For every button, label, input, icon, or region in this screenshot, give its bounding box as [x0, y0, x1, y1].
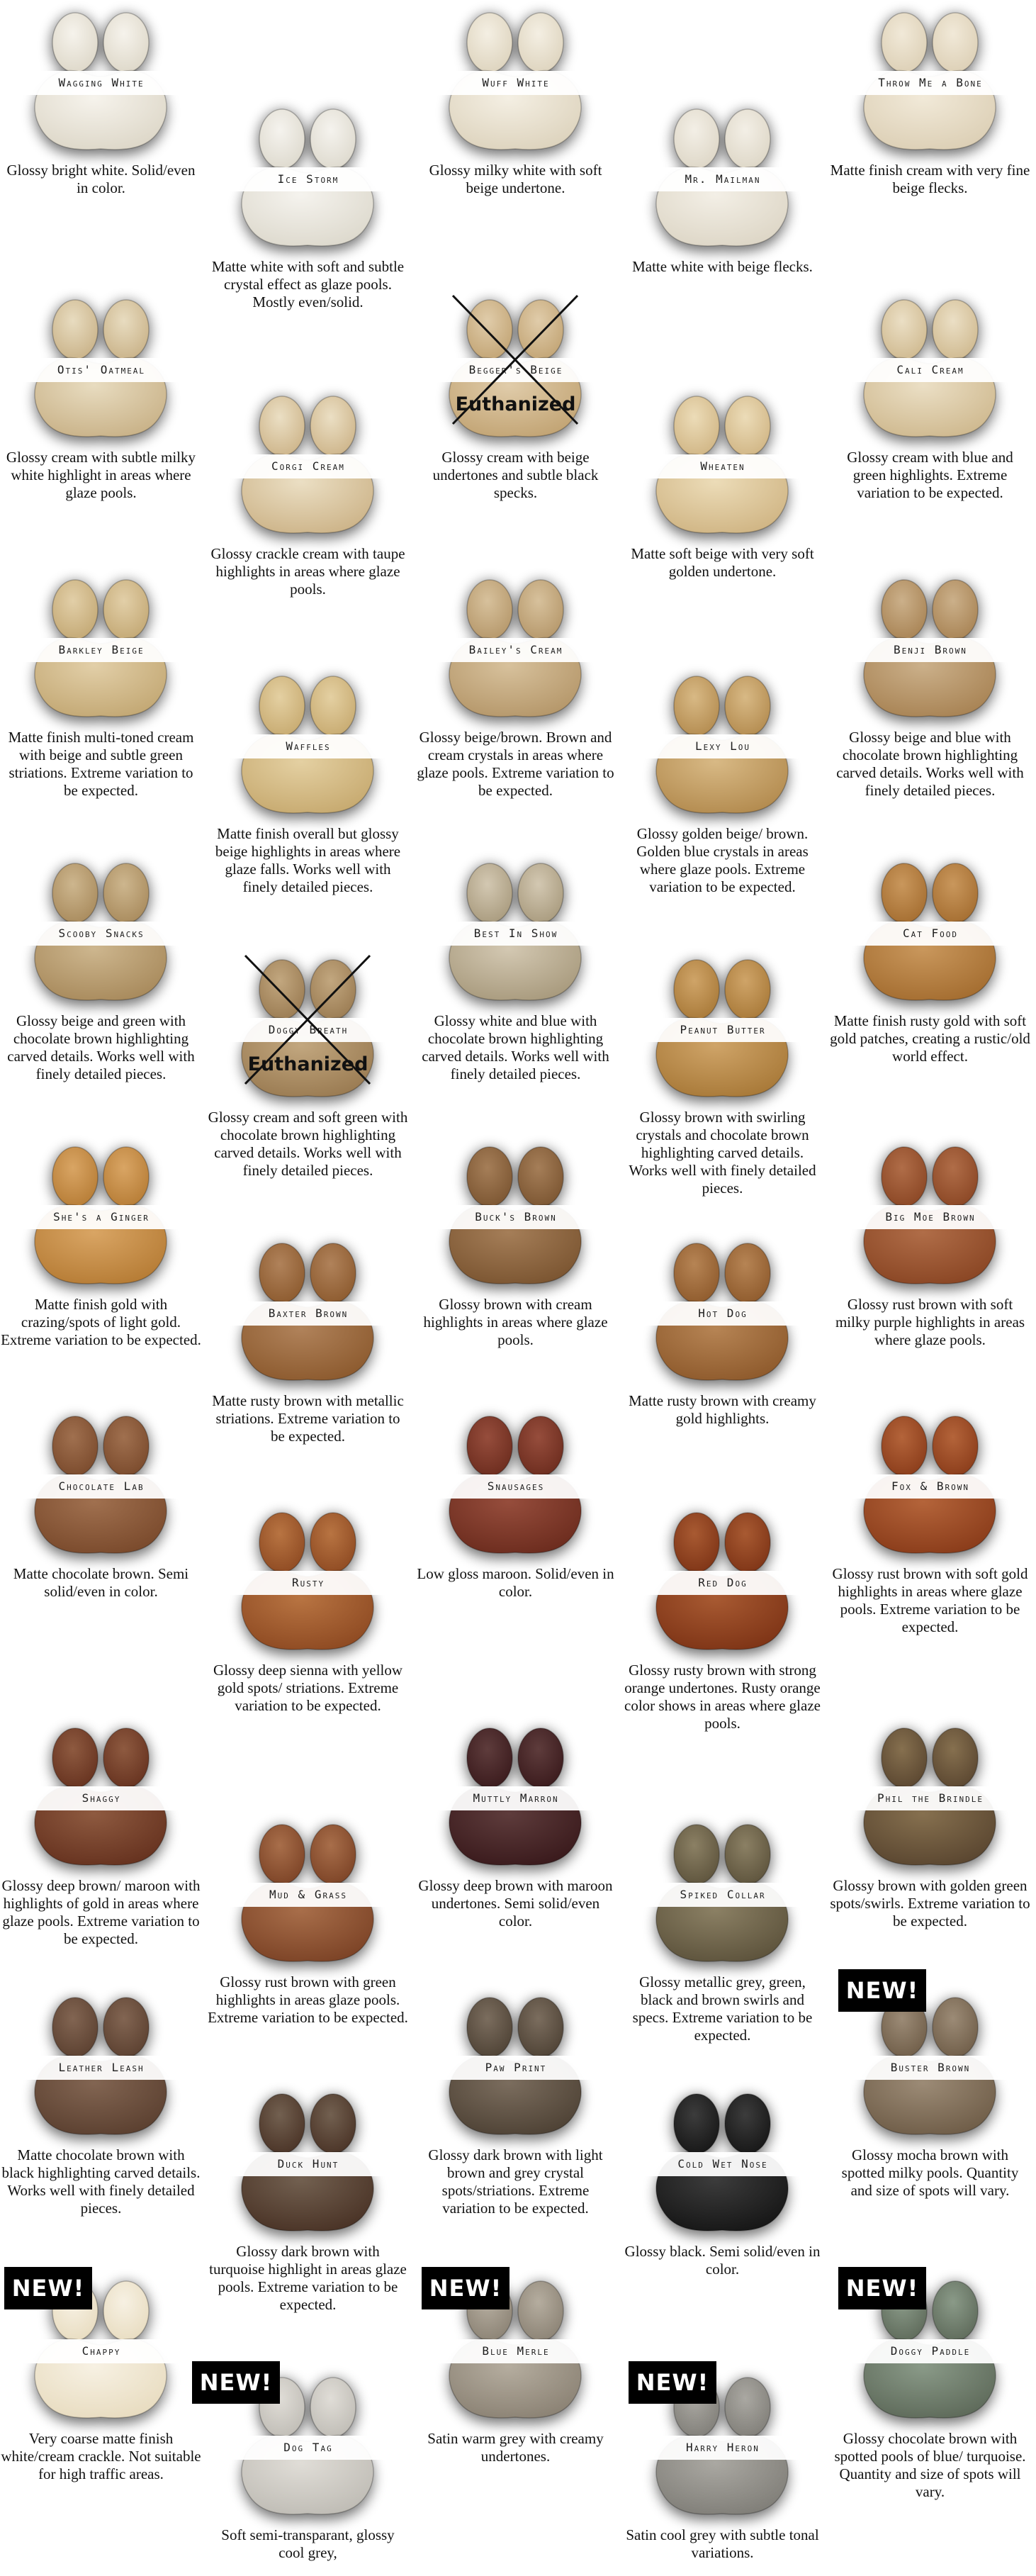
swatch-name: Cat Food [902, 926, 958, 940]
swatch-name: Muttly Marron [473, 1791, 559, 1805]
swatch-name-bar [423, 2056, 609, 2080]
swatch-description: Matte soft beige with very soft golden undertone. [631, 545, 814, 580]
swatch-name: Waffles [286, 739, 331, 753]
swatch-name-bar [215, 1301, 401, 1326]
swatch-name-bar [630, 2152, 816, 2176]
swatch-name-bar [423, 1474, 609, 1499]
swatch-name: Lexy Lou [694, 739, 750, 753]
swatch-description: Glossy white and blue with chocolate brown highlighting carved details. Works well with finely detailed pieces. [422, 1012, 609, 1082]
swatch-description: Matte chocolate brown with black highlighting carved details. Works well with finely detailed pieces. [1, 2146, 201, 2217]
swatch-name-bar [215, 1883, 401, 1907]
swatch-description: Glossy brown with swirling crystals and chocolate brown highlighting carved details. Works well with finely detailed pieces. [629, 1109, 816, 1197]
swatch-name-bar [215, 454, 401, 478]
swatch-name: Buster Brown [890, 2061, 971, 2074]
swatch-name: Scooby Snacks [58, 926, 145, 940]
swatch-name: Doggy Paddle [890, 2344, 971, 2358]
swatch-name: Harry Heron [686, 2441, 760, 2454]
swatch-description: Glossy milky white with soft beige undertone. [429, 162, 602, 196]
swatch-name: Otis' Oatmeal [57, 363, 146, 376]
swatch-name: Ice Storm [277, 172, 339, 186]
swatch-name: She's a Ginger [53, 1210, 150, 1223]
swatch-name-bar [9, 1786, 194, 1810]
swatch-name: Spiked Collar [680, 1888, 766, 1901]
swatch-description: Glossy deep brown/ maroon with highlights of gold in areas where glaze pools. Extreme variation to be expected. [1, 1877, 201, 1947]
swatch-name: Snausages [487, 1479, 545, 1493]
swatch-name-bar [9, 922, 194, 946]
swatch-name: Baxter Brown [268, 1306, 349, 1320]
swatch-name: Paw Print [485, 2061, 547, 2074]
swatch-name: Peanut Butter [680, 1023, 766, 1036]
swatch-description: Glossy rust brown with soft milky purple highlights in areas where glaze pools. [835, 1296, 1025, 1348]
swatch-name: Doggy Breath [268, 1023, 349, 1036]
swatch-name-bar [9, 2056, 194, 2080]
swatch-name: Best In Show [473, 926, 558, 940]
swatch-description: Glossy beige and green with chocolate brown highlighting carved details. Works well with finely detailed pieces. [7, 1012, 195, 1082]
euthanized-label: Euthanized [455, 393, 576, 415]
swatch-name: Throw Me a Bone [878, 76, 983, 89]
swatch-description: Matte rusty brown with creamy gold highlights. [629, 1392, 816, 1427]
swatch-description: Matte white with soft and subtle crystal effect as glaze pools. Mostly even/solid. [211, 258, 405, 310]
swatch-name-bar [838, 2339, 1023, 2363]
swatch-name-bar [9, 638, 194, 662]
swatch-name: Cali Cream [896, 363, 964, 376]
swatch-name-bar [630, 734, 816, 758]
swatch-description: Glossy golden beige/ brown. Golden blue crystals in areas where glaze pools. Extreme variation to be expected. [636, 825, 809, 895]
swatch-name: Chappy [81, 2344, 121, 2358]
swatch-description: Very coarse matte finish white/cream crackle. Not suitable for high traffic areas. [1, 2430, 201, 2482]
swatch-name-bar [630, 167, 816, 191]
swatch-name: Duck Hunt [277, 2157, 339, 2171]
swatch-description: Glossy cream with subtle milky white highlight in areas where glaze pools. [6, 449, 196, 501]
swatch-name-bar [9, 358, 194, 382]
swatch-name: Leather Leash [58, 2061, 145, 2074]
swatch-name-bar [423, 2339, 609, 2363]
swatch-description: Glossy deep brown with maroon undertones. Semi solid/even color. [418, 1877, 613, 1930]
swatch-name: Red Dog [698, 1576, 748, 1589]
swatch-name-bar [423, 638, 609, 662]
swatch-name: Chocolate Lab [58, 1479, 145, 1493]
swatch-name-bar [9, 1205, 194, 1229]
swatch-description: Matte finish multi-toned cream with beige and subtle green striations. Extreme variation to be expected. [8, 729, 194, 799]
swatch-name: Phil the Brindle [877, 1791, 984, 1805]
swatch-name-bar [838, 922, 1023, 946]
swatch-description: Glossy black. Semi solid/even in color. [624, 2243, 821, 2278]
swatch-description: Glossy brown with golden green spots/swirls. Extreme variation to be expected. [830, 1877, 1030, 1930]
swatch-name-bar [838, 1474, 1023, 1499]
swatch-name: Benji Brown [894, 643, 967, 656]
swatch-name-bar [215, 734, 401, 758]
swatch-name: Cold Wet Nose [677, 2157, 768, 2171]
swatch-description: Glossy bright white. Solid/even in color. [6, 162, 196, 196]
swatch-name-bar [9, 2339, 194, 2363]
swatch-name-bar [423, 71, 609, 95]
swatch-description: Glossy beige/brown. Brown and cream crystals in areas where glaze pools. Extreme variation to be expected. [417, 729, 614, 799]
swatch-name-bar [9, 1474, 194, 1499]
swatch-description: Glossy chocolate brown with spotted pools of blue/ turquoise. Quantity and size of spots will vary. [834, 2430, 1026, 2500]
swatch-name: Bailey's Cream [468, 643, 563, 656]
swatch-description: Glossy dark brown with turquoise highlight in areas glaze pools. Extreme variation to be expected. [209, 2243, 407, 2313]
swatch-name: Barkley Beige [58, 643, 145, 656]
swatch-name: Big Moe Brown [885, 1210, 976, 1223]
swatch-description: Glossy rusty brown with strong orange undertones. Rusty orange color shows in areas where glaze pools. [624, 1662, 821, 1732]
swatch-name-bar [215, 2152, 401, 2176]
swatch-name-bar [423, 922, 609, 946]
swatch-description: Soft semi-transparant, glossy cool grey, [221, 2526, 395, 2561]
swatch-description: Glossy rust brown with green highlights in areas glaze pools. Extreme variation to be expected. [208, 1973, 408, 2026]
swatch-name-bar [423, 1205, 609, 1229]
swatch-name-bar [838, 1205, 1023, 1229]
swatch-description: Matte rusty brown with metallic striations. Extreme variation to be expected. [212, 1392, 404, 1445]
swatch-name: Corgi Cream [271, 459, 345, 473]
swatch-description: Glossy mocha brown with spotted milky pools. Quantity and size of spots will vary. [841, 2146, 1019, 2199]
swatch-name: Mud & Grass [269, 1888, 347, 1901]
swatch-name: Fox & Brown [891, 1479, 969, 1493]
swatch-description: Glossy rust brown with soft gold highlights in areas where glaze pools. Extreme variation to be expected. [832, 1565, 1028, 1635]
new-badge: NEW! [838, 2267, 926, 2309]
new-badge: NEW! [4, 2267, 92, 2309]
swatch-name-bar [630, 1301, 816, 1326]
swatch-name: Shaggy [81, 1791, 121, 1805]
swatch-description: Glossy crackle cream with taupe highlights in areas where glaze pools. [210, 545, 405, 598]
swatch-name-bar [838, 358, 1023, 382]
new-badge: NEW! [629, 2361, 716, 2404]
swatch-name-bar [215, 2436, 401, 2460]
swatch-name: Dog Tag [283, 2441, 333, 2454]
swatch-description: Glossy dark brown with light brown and grey crystal spots/striations. Extreme variation to be expected. [428, 2146, 603, 2217]
swatch-description: Satin cool grey with subtle tonal variations. [626, 2526, 819, 2561]
swatch-name: Begger's Beige [468, 363, 563, 376]
swatch-name-bar [423, 1786, 609, 1810]
swatch-name-bar [838, 71, 1023, 95]
swatch-description: Matte chocolate brown. Semi solid/even in color. [13, 1565, 189, 1600]
swatch-description: Matte white with beige flecks. [632, 258, 813, 275]
swatch-description: Glossy cream with blue and green highlights. Extreme variation to be expected. [847, 449, 1013, 501]
swatch-name-bar [9, 71, 194, 95]
swatch-name: Hot Dog [698, 1306, 748, 1320]
swatch-name: Wagging White [58, 76, 145, 89]
swatch-description: Matte finish cream with very fine beige flecks. [830, 162, 1030, 196]
swatch-name: Wuff White [482, 76, 550, 89]
swatch-description: Glossy cream with beige undertones and subtle black specks. [432, 449, 599, 501]
euthanized-label: Euthanized [247, 1053, 368, 1075]
swatch-description: Glossy deep sienna with yellow gold spots/ striations. Extreme variation to be expected. [213, 1662, 403, 1714]
swatch-name-bar [630, 2436, 816, 2460]
swatch-name-bar [215, 167, 401, 191]
swatch-name-bar [630, 454, 816, 478]
swatch-description: Matte finish gold with crazing/spots of light gold. Extreme variation to be expected. [1, 1296, 201, 1348]
new-badge: NEW! [422, 2267, 509, 2309]
swatch-name-bar [630, 1018, 816, 1042]
swatch-name: Buck's Brown [475, 1210, 557, 1223]
swatch-description: Glossy cream and soft green with chocolate brown highlighting carved details. Works well with finely detailed pieces. [208, 1109, 408, 1179]
swatch-name-bar [838, 2056, 1023, 2080]
swatch-description: Matte finish overall but glossy beige highlights in areas where glaze falls. Works well with finely detailed pieces. [215, 825, 401, 895]
swatch-name: Blue Merle [482, 2344, 550, 2358]
swatch-name: Wheaten [700, 459, 745, 473]
swatch-name-bar [630, 1883, 816, 1907]
swatch-description: Glossy brown with cream highlights in areas where glaze pools. [423, 1296, 608, 1348]
swatch-name-bar [630, 1571, 816, 1595]
swatch-name: Mr. Mailman [685, 172, 761, 186]
swatch-name-bar [215, 1571, 401, 1595]
swatch-description: Glossy beige and blue with chocolate brown highlighting carved details. Works well with finely detailed pieces. [836, 729, 1024, 799]
swatch-name: Rusty [291, 1576, 325, 1589]
swatch-description: Low gloss maroon. Solid/even in color. [417, 1565, 614, 1600]
swatch-name-bar [838, 1786, 1023, 1810]
swatch-name-bar [838, 638, 1023, 662]
swatch-description: Glossy metallic grey, green, black and brown swirls and specs. Extreme variation to be expected. [632, 1973, 813, 2044]
swatch-description: Matte finish rusty gold with soft gold patches, creating a rustic/old world effect. [830, 1012, 1030, 1065]
new-badge: NEW! [838, 1969, 926, 2012]
new-badge: NEW! [192, 2361, 280, 2404]
swatch-description: Satin warm grey with creamy undertones. [427, 2430, 604, 2465]
